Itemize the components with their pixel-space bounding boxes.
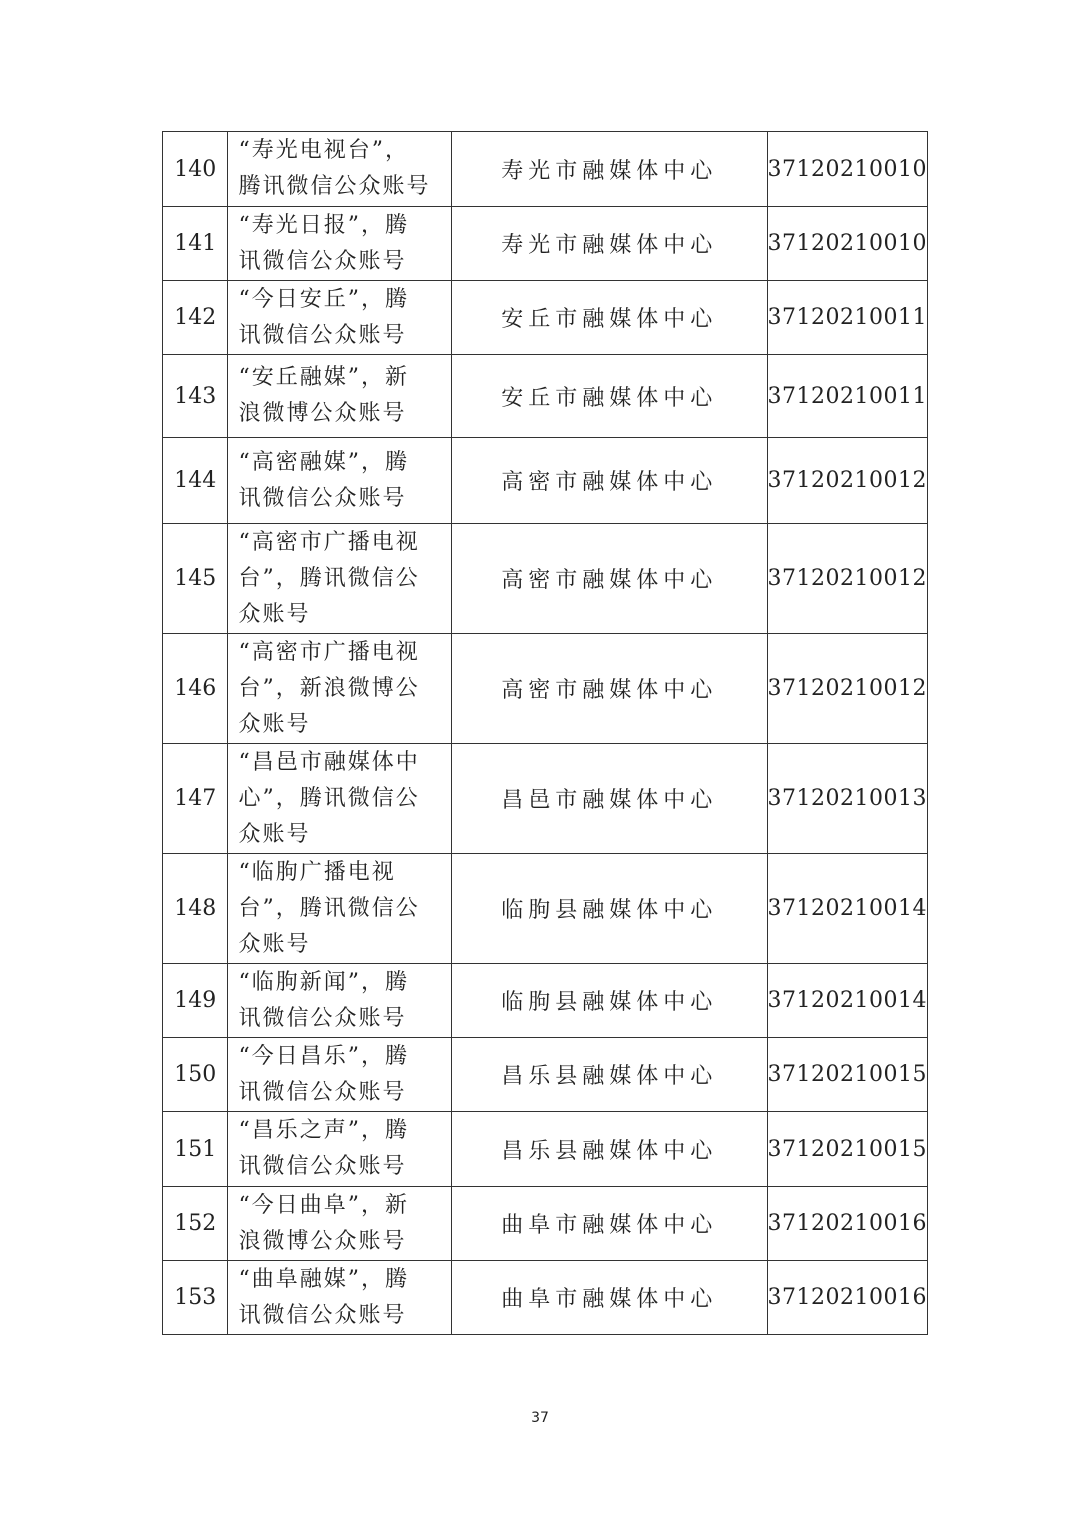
- account-name-line: 众账号: [238, 931, 311, 957]
- account-name-line: 台”，腾讯微信公: [238, 565, 420, 591]
- table-row: [163, 964, 928, 1038]
- code: 37120210014: [767, 854, 927, 964]
- account-name-line: “昌乐之声”，腾: [238, 1118, 409, 1143]
- account-name-line: “临朐广播电视: [238, 859, 396, 885]
- row-number: 151: [163, 1112, 228, 1187]
- account-name-line: 台”，新浪微博公: [238, 675, 420, 701]
- table-row: [163, 1112, 928, 1187]
- organization: 安丘市融媒体中心: [452, 355, 768, 438]
- row-number: 143: [163, 355, 228, 438]
- organization: 临朐县融媒体中心: [452, 854, 768, 964]
- account-name-line: 讯微信公众账号: [238, 1005, 407, 1031]
- account-name: [228, 355, 452, 438]
- account-name-line: “临朐新闻”，腾: [238, 969, 409, 995]
- account-name: [228, 132, 452, 207]
- code: 37120210016: [767, 1261, 927, 1335]
- organization: 寿光市融媒体中心: [452, 207, 768, 281]
- table-row: [163, 281, 928, 355]
- table-row: [163, 355, 928, 438]
- account-name-line: 众账号: [238, 821, 311, 847]
- organization: 高密市融媒体中心: [452, 524, 768, 634]
- organization: 曲阜市融媒体中心: [452, 1261, 768, 1335]
- organization: 安丘市融媒体中心: [452, 281, 768, 355]
- account-name-line: “昌邑市融媒体中: [238, 749, 420, 775]
- row-number: 146: [163, 634, 228, 744]
- code: 37120210010: [767, 132, 927, 207]
- account-name: [228, 1261, 452, 1335]
- code: 37120210011: [767, 355, 927, 438]
- account-name: [228, 744, 452, 854]
- code: 37120210012: [767, 634, 927, 744]
- organization: 昌乐县融媒体中心: [452, 1112, 768, 1187]
- account-name-line: 腾讯微信公众账号: [238, 174, 431, 199]
- account-name-line: 讯微信公众账号: [238, 1302, 407, 1328]
- account-name-line: “今日安丘”，腾: [238, 286, 409, 312]
- account-name-line: “高密融媒”，腾: [238, 449, 409, 475]
- account-name-line: 浪微博公众账号: [238, 1228, 407, 1254]
- row-number: 142: [163, 281, 228, 355]
- account-name-line: 众账号: [238, 601, 311, 627]
- account-name: [228, 1187, 452, 1261]
- code: 37120210011: [767, 281, 927, 355]
- account-name-line: 讯微信公众账号: [238, 1154, 407, 1179]
- account-name-line: “高密市广播电视: [238, 529, 420, 555]
- page-number: 37: [531, 1410, 549, 1426]
- account-name: [228, 524, 452, 634]
- account-name-line: 众账号: [238, 711, 311, 737]
- row-number: 153: [163, 1261, 228, 1335]
- account-name-line: “寿光电视台”，: [238, 138, 409, 163]
- account-name-line: “寿光日报”，腾: [238, 212, 409, 238]
- code: 37120210015: [767, 1112, 927, 1187]
- table-row: [163, 1038, 928, 1112]
- account-name: [228, 207, 452, 281]
- account-name: [228, 281, 452, 355]
- table-row: [163, 634, 928, 744]
- row-number: 140: [163, 132, 228, 207]
- row-number: 148: [163, 854, 228, 964]
- code: 37120210013: [767, 744, 927, 854]
- account-name: [228, 1038, 452, 1112]
- table-row: [163, 524, 928, 634]
- organization: 寿光市融媒体中心: [452, 132, 768, 207]
- account-name-line: “曲阜融媒”，腾: [238, 1266, 409, 1292]
- code: 37120210012: [767, 438, 927, 524]
- organization: 曲阜市融媒体中心: [452, 1187, 768, 1261]
- row-number: 150: [163, 1038, 228, 1112]
- row-number: 141: [163, 207, 228, 281]
- row-number: 145: [163, 524, 228, 634]
- account-name-line: “今日曲阜”，新: [238, 1192, 409, 1218]
- organization: 高密市融媒体中心: [452, 438, 768, 524]
- organization: 昌邑市融媒体中心: [452, 744, 768, 854]
- code: 37120210012: [767, 524, 927, 634]
- code: 37120210014: [767, 964, 927, 1038]
- account-name: [228, 438, 452, 524]
- table-row: [163, 854, 928, 964]
- account-name: [228, 634, 452, 744]
- table-row: [163, 1261, 928, 1335]
- row-number: 144: [163, 438, 228, 524]
- table-row: [163, 132, 928, 207]
- code: 37120210016: [767, 1187, 927, 1261]
- account-name-line: “今日昌乐”，腾: [238, 1043, 409, 1069]
- code: 37120210015: [767, 1038, 927, 1112]
- account-name: [228, 1112, 452, 1187]
- code: 37120210010: [767, 207, 927, 281]
- organization: 高密市融媒体中心: [452, 634, 768, 744]
- account-name: [228, 854, 452, 964]
- account-name-line: 讯微信公众账号: [238, 485, 407, 511]
- account-name: [228, 964, 452, 1038]
- table-row: [163, 744, 928, 854]
- table-row: [163, 1187, 928, 1261]
- table-row: [163, 207, 928, 281]
- account-table: [162, 131, 928, 1335]
- account-name-line: 浪微博公众账号: [238, 401, 407, 426]
- account-name-line: 讯微信公众账号: [238, 248, 407, 274]
- account-name-line: “安丘融媒”，新: [238, 365, 409, 390]
- row-number: 147: [163, 744, 228, 854]
- organization: 临朐县融媒体中心: [452, 964, 768, 1038]
- table-row: [163, 438, 928, 524]
- account-name-line: “高密市广播电视: [238, 639, 420, 665]
- account-name-line: 台”，腾讯微信公: [238, 895, 420, 921]
- account-name-line: 心”，腾讯微信公: [238, 785, 420, 811]
- row-number: 149: [163, 964, 228, 1038]
- row-number: 152: [163, 1187, 228, 1261]
- organization: 昌乐县融媒体中心: [452, 1038, 768, 1112]
- account-name-line: 讯微信公众账号: [238, 1079, 407, 1105]
- account-name-line: 讯微信公众账号: [238, 322, 407, 348]
